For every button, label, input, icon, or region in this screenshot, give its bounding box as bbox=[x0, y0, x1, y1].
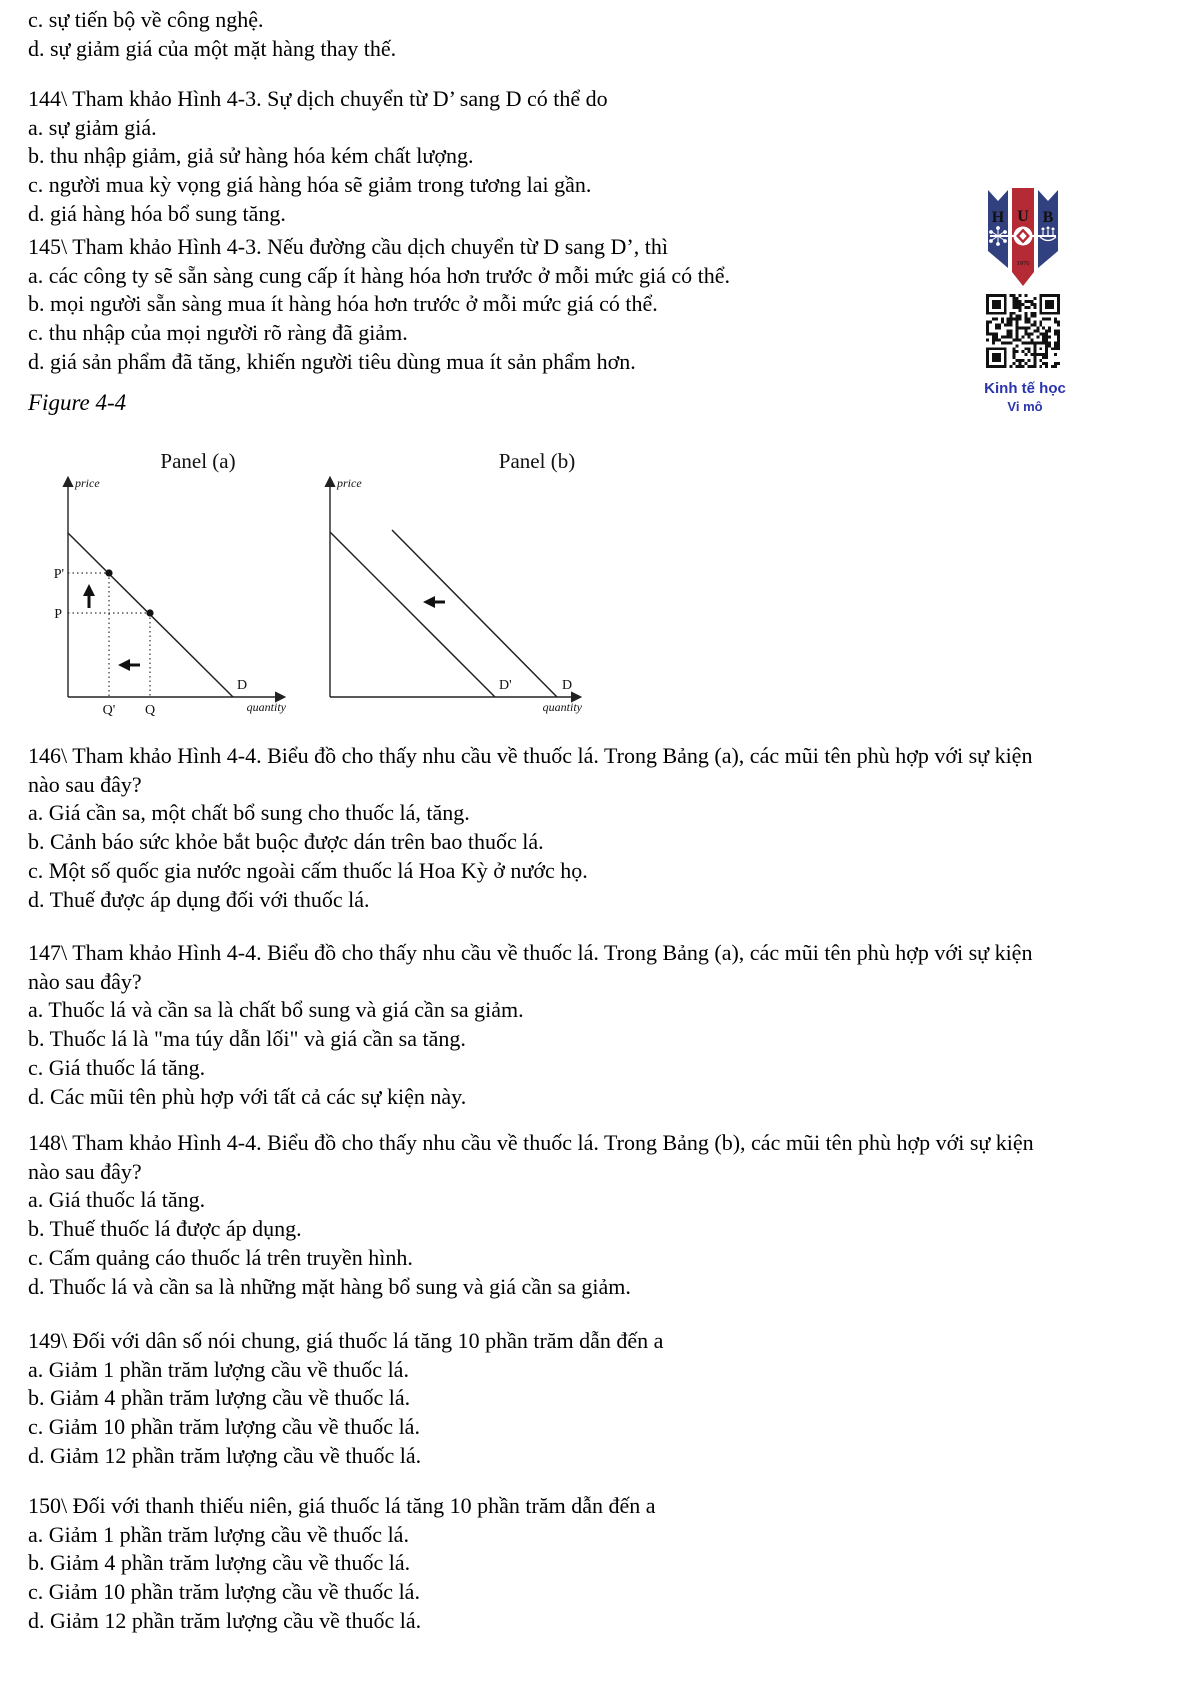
panel-a-price-label: price bbox=[75, 476, 100, 490]
question-147 bbox=[28, 939, 1178, 1111]
panel-b-demand-prime-curve bbox=[330, 532, 495, 697]
option-c: c. Cấm quảng cáo thuốc lá trên truyền hình. bbox=[28, 1244, 413, 1270]
option-d: d. giá hàng hóa bổ sung tăng. bbox=[28, 200, 286, 226]
panel-a-demand-label: D bbox=[237, 678, 248, 693]
option-a: a. Thuốc lá và cần sa là chất bổ sung và giá cần sa giảm. bbox=[28, 997, 524, 1023]
panel-b-price-label: price bbox=[337, 476, 362, 490]
option-a: a. Giảm 1 phần trăm lượng cầu về thuốc lá. bbox=[28, 1356, 409, 1382]
demand-diagram bbox=[28, 424, 614, 726]
option-line: c. sự tiến bộ về công nghệ. bbox=[28, 7, 264, 32]
question-stem: 150\ Đối với thanh thiếu niên, giá thuốc lá tăng 10 phần trăm dẫn đến a bbox=[28, 1493, 656, 1518]
option-d: d. Giảm 12 phần trăm lượng cầu về thuốc lá. bbox=[28, 1442, 422, 1468]
question-149 bbox=[28, 1327, 1178, 1471]
logo-letter-b: B bbox=[1042, 209, 1054, 226]
question-stem-cont: nào sau đây? bbox=[28, 1158, 142, 1184]
option-a: a. các công ty sẽ sẵn sàng cung cấp ít hàng hóa hơn trước ở mỗi mức giá có thể. bbox=[28, 262, 731, 288]
question-stem: 148\ Tham khảo Hình 4-4. Biểu đồ cho thấy nhu cầu về thuốc lá. Trong Bảng (b), các mũi tên phù hợp với sự kiện bbox=[28, 1130, 1034, 1155]
question-stem-cont: nào sau đây? bbox=[28, 968, 142, 994]
q-label: Q bbox=[144, 703, 156, 718]
option-d: d. Thuốc lá và cần sa là những mặt hàng bổ sung và giá cần sa giảm. bbox=[28, 1273, 631, 1299]
point-p-prime bbox=[105, 569, 112, 576]
option-c: c. Giảm 10 phần trăm lượng cầu về thuốc lá. bbox=[28, 1414, 420, 1440]
option-a: a. sự giảm giá. bbox=[28, 114, 157, 140]
course-subtitle: Vi mô bbox=[1007, 399, 1043, 414]
option-c: c. Giá thuốc lá tăng. bbox=[28, 1054, 206, 1080]
panel-b-demand-prime-label: D' bbox=[499, 678, 512, 693]
logo-letter-h: H bbox=[991, 209, 1005, 226]
option-d: d. giá sản phẩm đã tăng, khiến người tiêu dùng mua ít sản phẩm hơn. bbox=[28, 348, 636, 374]
option-c: c. thu nhập của mọi người rõ ràng đã giảm. bbox=[28, 320, 408, 346]
question-146 bbox=[28, 742, 1178, 914]
qr-code bbox=[986, 294, 1060, 368]
option-d: d. Các mũi tên phù hợp với tất cả các sự kiện này. bbox=[28, 1083, 467, 1109]
panel-a-title: Panel (a) bbox=[160, 449, 236, 473]
panel-a-quantity-label: quantity bbox=[246, 700, 286, 714]
option-b: b. mọi người sẵn sàng mua ít hàng hóa hơn trước ở mỗi mức giá có thể. bbox=[28, 291, 658, 317]
logo-letter-u: U bbox=[1017, 208, 1029, 225]
p-prime-label: P' bbox=[53, 567, 64, 582]
option-c: c. Giảm 10 phần trăm lượng cầu về thuốc lá. bbox=[28, 1579, 420, 1605]
point-p bbox=[146, 609, 153, 616]
p-label: P bbox=[54, 607, 62, 622]
option-a: a. Giá thuốc lá tăng. bbox=[28, 1187, 206, 1213]
question-stem: 146\ Tham khảo Hình 4-4. Biểu đồ cho thấy nhu cầu về thuốc lá. Trong Bảng (a), các mũi tên phù hợp với sự kiện bbox=[28, 743, 1033, 768]
question-stem: 147\ Tham khảo Hình 4-4. Biểu đồ cho thấy nhu cầu về thuốc lá. Trong Bảng (a), các mũi tên phù hợp với sự kiện bbox=[28, 940, 1033, 965]
question-stem-cont: nào sau đây? bbox=[28, 771, 142, 797]
option-line: d. sự giảm giá của một mặt hàng thay thế. bbox=[28, 35, 397, 61]
logo-year: 1976 bbox=[1016, 260, 1030, 267]
question-150 bbox=[28, 1492, 1178, 1636]
option-c: c. người mua kỳ vọng giá hàng hóa sẽ giảm trong tương lai gần. bbox=[28, 172, 592, 198]
option-a: a. Giảm 1 phần trăm lượng cầu về thuốc lá. bbox=[28, 1521, 409, 1547]
figure-caption: Figure 4-4 bbox=[28, 390, 127, 415]
q-prime-label: Q' bbox=[102, 703, 116, 718]
option-b: b. thu nhập giảm, giả sử hàng hóa kém chất lượng. bbox=[28, 143, 474, 169]
option-b: b. Thuốc lá là "ma túy dẫn lối" và giá cần sa tăng. bbox=[28, 1026, 466, 1052]
option-b: b. Thuế thuốc lá được áp dụng. bbox=[28, 1216, 302, 1242]
question-stem: 145\ Tham khảo Hình 4-3. Nếu đường cầu dịch chuyển từ D sang D’, thì bbox=[28, 234, 668, 259]
hub-logo bbox=[983, 184, 1063, 296]
question-148 bbox=[28, 1129, 1178, 1301]
question-stem: 144\ Tham khảo Hình 4-3. Sự dịch chuyển từ D’ sang D có thể do bbox=[28, 86, 608, 111]
previous-question-options bbox=[28, 6, 1178, 63]
panel-b-demand-curve bbox=[392, 530, 557, 697]
option-b: b. Giảm 4 phần trăm lượng cầu về thuốc lá. bbox=[28, 1550, 411, 1576]
panel-b-demand-label: D bbox=[562, 678, 573, 693]
panel-b-title: Panel (b) bbox=[498, 449, 576, 473]
option-d: d. Giảm 12 phần trăm lượng cầu về thuốc lá. bbox=[28, 1607, 422, 1633]
option-d: d. Thuế được áp dụng đối với thuốc lá. bbox=[28, 886, 370, 912]
option-b: b. Cảnh báo sức khỏe bắt buộc được dán trên bao thuốc lá. bbox=[28, 829, 544, 855]
question-stem: 149\ Đối với dân số nói chung, giá thuốc lá tăng 10 phần trăm dẫn đến a bbox=[28, 1328, 664, 1353]
panel-b-quantity-label: quantity bbox=[542, 700, 582, 714]
course-title: Kinh tế học bbox=[984, 380, 1066, 397]
option-b: b. Giảm 4 phần trăm lượng cầu về thuốc lá. bbox=[28, 1385, 411, 1411]
figure-4-4 bbox=[28, 424, 614, 726]
option-a: a. Giá cần sa, một chất bổ sung cho thuốc lá, tăng. bbox=[28, 800, 470, 826]
option-c: c. Một số quốc gia nước ngoài cấm thuốc lá Hoa Kỳ ở nước họ. bbox=[28, 857, 588, 883]
